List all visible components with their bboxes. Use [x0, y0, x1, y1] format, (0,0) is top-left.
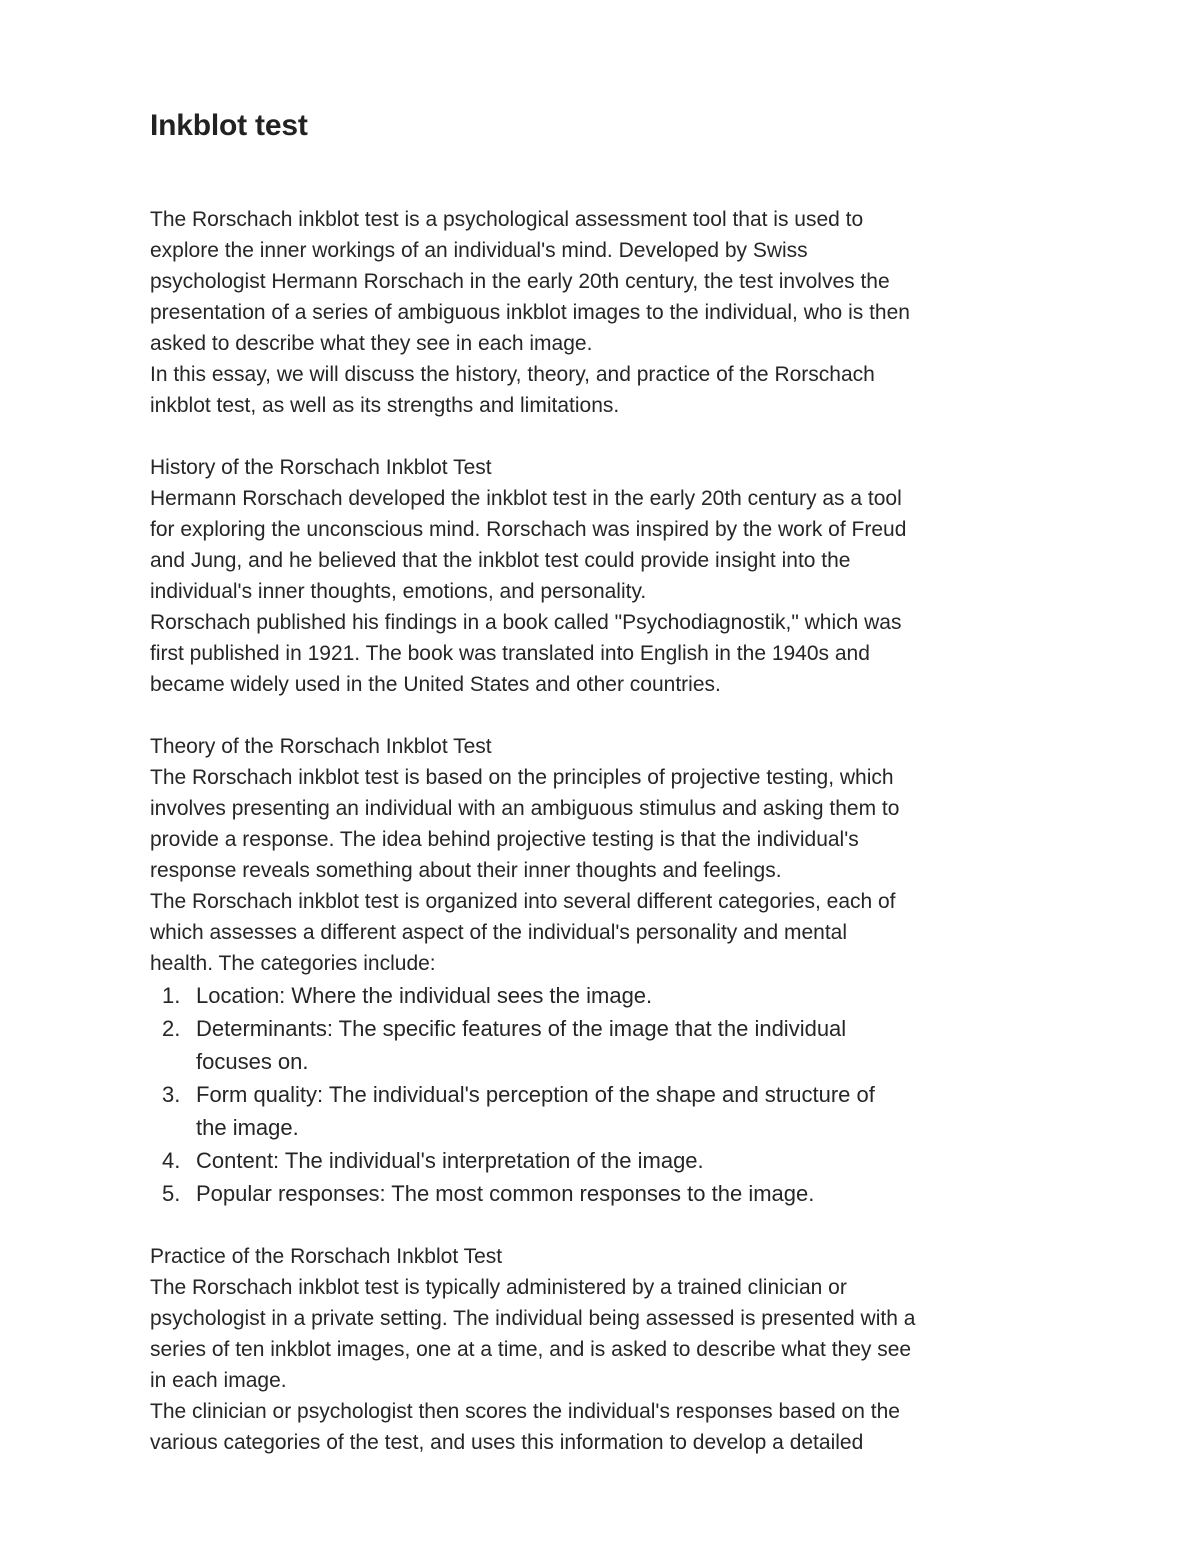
text-line: for exploring the unconscious mind. Rorschach was inspired by the work of Freud	[150, 518, 907, 541]
text-line: various categories of the test, and uses this information to develop a detailed	[150, 1431, 864, 1454]
paragraph-spacer	[150, 421, 1070, 452]
list-item-text: focuses on.	[196, 1049, 309, 1074]
document-body	[150, 204, 1070, 1458]
text-line: individual's inner thoughts, emotions, and personality.	[150, 580, 647, 603]
text-line: series of ten inkblot images, one at a time, and is asked to describe what they see	[150, 1338, 912, 1361]
list-item	[150, 1078, 1070, 1144]
text-line: first published in 1921. The book was translated into English in the 1940s and	[150, 642, 870, 665]
history-section	[150, 452, 1070, 700]
list-item-text: Determinants: The specific features of the image that the individual	[196, 1016, 847, 1041]
text-line: inkblot test, as well as its strengths and limitations.	[150, 394, 620, 417]
list-item-text: Popular responses: The most common responses to the image.	[196, 1181, 815, 1206]
section-heading: Practice of the Rorschach Inkblot Test	[150, 1245, 503, 1268]
section-heading: History of the Rorschach Inkblot Test	[150, 456, 492, 479]
list-item-text: Form quality: The individual's perception of the shape and structure of	[196, 1082, 875, 1107]
list-item	[150, 979, 1070, 1012]
text-line: Rorschach published his findings in a book called "Psychodiagnostik," which was	[150, 611, 902, 634]
list-item	[150, 1144, 1070, 1177]
text-line: explore the inner workings of an individual's mind. Developed by Swiss	[150, 239, 808, 262]
paragraph-spacer	[150, 700, 1070, 731]
theory-section	[150, 731, 1070, 1210]
text-line: psychologist Hermann Rorschach in the early 20th century, the test involves the	[150, 270, 890, 293]
list-number: 5.	[162, 1181, 181, 1206]
text-line: presentation of a series of ambiguous inkblot images to the individual, who is then	[150, 301, 910, 324]
text-line: asked to describe what they see in each image.	[150, 332, 593, 355]
text-line: response reveals something about their inner thoughts and feelings.	[150, 859, 782, 882]
list-number: 1.	[162, 983, 181, 1008]
list-item-text: Location: Where the individual sees the image.	[196, 983, 653, 1008]
text-line: and Jung, and he believed that the inkblot test could provide insight into the	[150, 549, 851, 572]
section-heading: Theory of the Rorschach Inkblot Test	[150, 735, 492, 758]
intro-paragraph	[150, 204, 1070, 421]
text-line: In this essay, we will discuss the history, theory, and practice of the Rorschach	[150, 363, 875, 386]
list-number: 4.	[162, 1148, 181, 1173]
practice-section	[150, 1241, 1070, 1458]
list-item	[150, 1177, 1070, 1210]
text-line: The Rorschach inkblot test is based on the principles of projective testing, which	[150, 766, 894, 789]
text-line: The Rorschach inkblot test is typically administered by a trained clinician or	[150, 1276, 847, 1299]
text-line: health. The categories include:	[150, 952, 436, 975]
list-item-text: the image.	[196, 1115, 299, 1140]
paragraph-spacer	[150, 1210, 1070, 1241]
text-line: Hermann Rorschach developed the inkblot test in the early 20th century as a tool	[150, 487, 902, 510]
list-item-text: Content: The individual's interpretation of the image.	[196, 1148, 704, 1173]
text-line: which assesses a different aspect of the individual's personality and mental	[150, 921, 848, 944]
list-number: 3.	[162, 1082, 181, 1107]
text-line: involves presenting an individual with an ambiguous stimulus and asking them to	[150, 797, 900, 820]
text-line: The clinician or psychologist then scores the individual's responses based on the	[150, 1400, 900, 1423]
categories-list	[150, 979, 1070, 1210]
text-line: The Rorschach inkblot test is a psychological assessment tool that is used to	[150, 208, 864, 231]
text-line: in each image.	[150, 1369, 287, 1392]
text-line: psychologist in a private setting. The individual being assessed is presented with a	[150, 1307, 916, 1330]
text-line: The Rorschach inkblot test is organized into several different categories, each of	[150, 890, 896, 913]
list-number: 2.	[162, 1016, 181, 1041]
text-line: became widely used in the United States and other countries.	[150, 673, 721, 696]
document-title: Inkblot test	[150, 109, 308, 142]
text-line: provide a response. The idea behind projective testing is that the individual's	[150, 828, 859, 851]
list-item	[150, 1012, 1070, 1078]
